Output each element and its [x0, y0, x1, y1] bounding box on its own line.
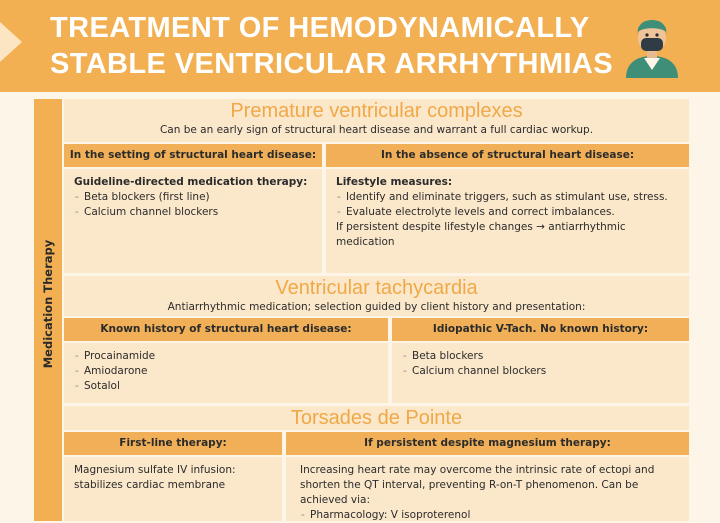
pvc-left-header: In the setting of structural heart disease:: [64, 144, 322, 167]
pvc-subtitle: Can be an early sign of structural heart disease and warrant a full cardiac workup.: [159, 124, 594, 136]
tdp-right-body: [286, 457, 689, 521]
pvc-right-body: [326, 169, 689, 273]
pvc-left-heading: Guideline-directed medication therapy:: [74, 176, 308, 188]
title-line-2: STABLE VENTRICULAR ARRHYTHMIAS: [50, 48, 613, 80]
tdp-section-header: [64, 406, 689, 430]
tdp-right-text: Increasing heart rate may overcome the intrinsic rate of ectopi and shorten the QT interval, preventing R-on-T phenomenon. Can be achieved via:: [300, 464, 655, 506]
list-item: - Calcium channel blockers: [74, 205, 312, 220]
pvc-title: Premature ventricular complexes: [230, 100, 523, 122]
page-title: [50, 10, 613, 82]
list-item: - Pharmacology: V isoproterenol: [300, 508, 679, 523]
chevron-decoration: [0, 22, 22, 62]
side-bar: [34, 99, 62, 521]
tdp-left-text: Magnesium sulfate IV infusion: stabilizes cardiac membrane: [74, 464, 236, 491]
title-line-1: TREATMENT OF HEMODYNAMICALLY: [50, 12, 590, 44]
list-item: - Amiodarone: [74, 364, 378, 379]
nurse-avatar-icon: [620, 14, 684, 78]
vt-title: Ventricular tachycardia: [275, 277, 478, 299]
vt-right-header: Idiopathic V-Tach. No known history:: [392, 318, 689, 341]
tdp-left-header: First-line therapy:: [64, 432, 282, 455]
header-banner: [0, 0, 720, 92]
list-item: - Evaluate electrolyte levels and correct imbalances.: [336, 205, 679, 220]
list-item: - Identify and eliminate triggers, such as stimulant use, stress.: [336, 190, 679, 205]
vt-subtitle: Antiarrhythmic medication; selection guided by client history and presentation:: [167, 301, 586, 313]
tdp-right-header: If persistent despite magnesium therapy:: [286, 432, 689, 455]
list-item: - Calcium channel blockers: [402, 364, 679, 379]
pvc-section-header: [64, 99, 689, 142]
side-label: Medication Therapy: [41, 239, 55, 369]
pvc-right-heading: Lifestyle measures:: [336, 176, 453, 188]
pvc-right-header: In the absence of structural heart disease:: [326, 144, 689, 167]
pvc-left-body: [64, 169, 322, 273]
tdp-left-body: [64, 457, 282, 521]
vt-right-body: [392, 343, 689, 403]
list-item: - Beta blockers: [402, 349, 679, 364]
pvc-right-note: If persistent despite lifestyle changes → antiarrhythmic medication: [336, 221, 626, 248]
vt-left-body: [64, 343, 388, 403]
vt-section-header: [64, 276, 689, 316]
vt-left-header: Known history of structural heart disease:: [64, 318, 388, 341]
list-item: - Procainamide: [74, 349, 378, 364]
list-item: - Sotalol: [74, 379, 378, 394]
tdp-title: Torsades de Pointe: [290, 407, 463, 429]
list-item: - Beta blockers (first line): [74, 190, 312, 205]
